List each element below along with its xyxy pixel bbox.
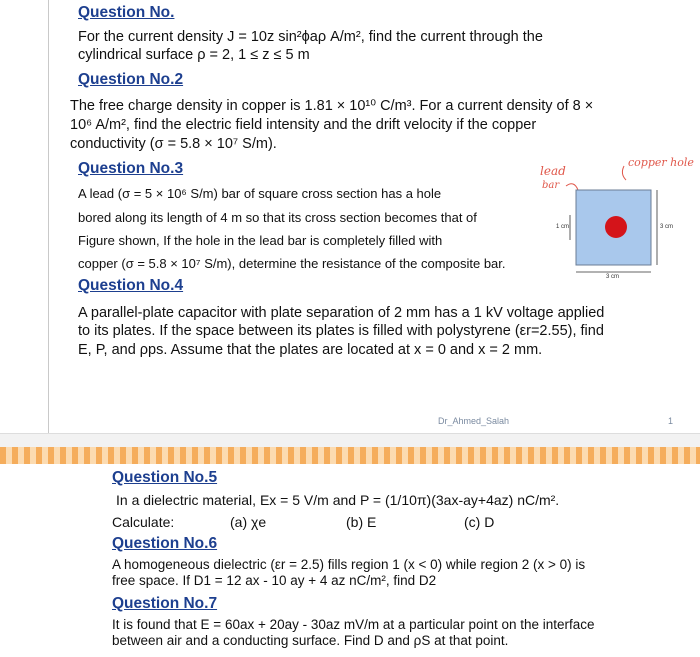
q2-line3: conductivity (σ = 5.8 × 10⁷ S/m).	[70, 136, 277, 152]
page-number: 1	[668, 416, 674, 426]
q3-line1: A lead (σ = 5 × 10⁶ S/m) bar of square cross section has a hole	[78, 186, 442, 201]
dim-bottom-label: 3 cm	[606, 274, 620, 280]
q6-line1: A homogeneous dielectric (εr = 2.5) fills region 1 (x < 0) while region 2 (x > 0) is	[112, 557, 586, 572]
annot-lead: lead	[540, 164, 566, 178]
q6-title: Question No.6	[112, 535, 218, 552]
q1-title: Question No.	[78, 4, 175, 21]
annot-copper: copper hole	[628, 156, 694, 169]
q7-line1: It is found that E = 60ax + 20ay - 30az mV/m at a particular point on the interface	[112, 617, 595, 632]
footer-author: Dr_Ahmed_Salah	[438, 416, 510, 426]
q5-calc-label: Calculate:	[112, 514, 175, 530]
q2-title: Question No.2	[78, 71, 184, 88]
q4-line2: to its plates. If the space between its plates is filled with polystyrene (εr=2.55), find	[78, 323, 604, 339]
q4-title: Question No.4	[78, 277, 184, 294]
q2-line1: The free charge density in copper is 1.81 × 10¹⁰ C/m³. For a current density of 8 ×	[70, 98, 594, 114]
q1-line2: cylindrical surface ρ = 2, 1 ≤ z ≤ 5 m	[78, 47, 310, 63]
dim-left-label: 1 cm	[556, 224, 570, 230]
q2-line2: 10⁶ A/m², find the electric field intensity and the drift velocity if the copper	[70, 117, 537, 133]
decorative-stripe	[0, 447, 700, 464]
q5-part-a: (a) χe	[230, 514, 267, 530]
q3-bar-diagram	[536, 160, 696, 280]
q4-line1: A parallel-plate capacitor with plate separation of 2 mm has a 1 kV voltage applied	[78, 305, 605, 321]
q3-title: Question No.3	[78, 160, 184, 177]
document-page-2	[0, 447, 700, 657]
q5-line1: In a dielectric material, Ex = 5 V/m and P = (1/10π)(3ax-ay+4az) nC/m².	[116, 492, 560, 508]
margin-line	[48, 0, 49, 433]
q3-line4: copper (σ = 5.8 × 10⁷ S/m), determine the resistance of the composite bar.	[78, 256, 506, 271]
q3-line3: Figure shown, If the hole in the lead bar is completely filled with	[78, 233, 443, 248]
q3-line2: bored along its length of 4 m so that its cross section becomes that of	[78, 210, 477, 225]
dim-right-label: 3 cm	[660, 224, 674, 230]
q6-line2: free space. If D1 = 12 ax - 10 ay + 4 az nC/m², find D2	[112, 573, 437, 588]
q7-title: Question No.7	[112, 595, 218, 612]
q5-title: Question No.5	[112, 469, 218, 486]
page-gap	[0, 433, 700, 448]
annot-bar: bar	[542, 180, 560, 191]
q5-part-c: (c) D	[464, 514, 495, 530]
q1-line1: For the current density J = 10z sin²ϕaρ A/m², find the current through the	[78, 29, 543, 45]
q7-line2: between air and a conducting surface. Find D and ρS at that point.	[112, 633, 509, 648]
q4-line3: E, P, and ρps. Assume that the plates are located at x = 0 and x = 2 mm.	[78, 342, 543, 358]
q5-part-b: (b) E	[346, 514, 377, 530]
q3-figure	[536, 156, 696, 280]
